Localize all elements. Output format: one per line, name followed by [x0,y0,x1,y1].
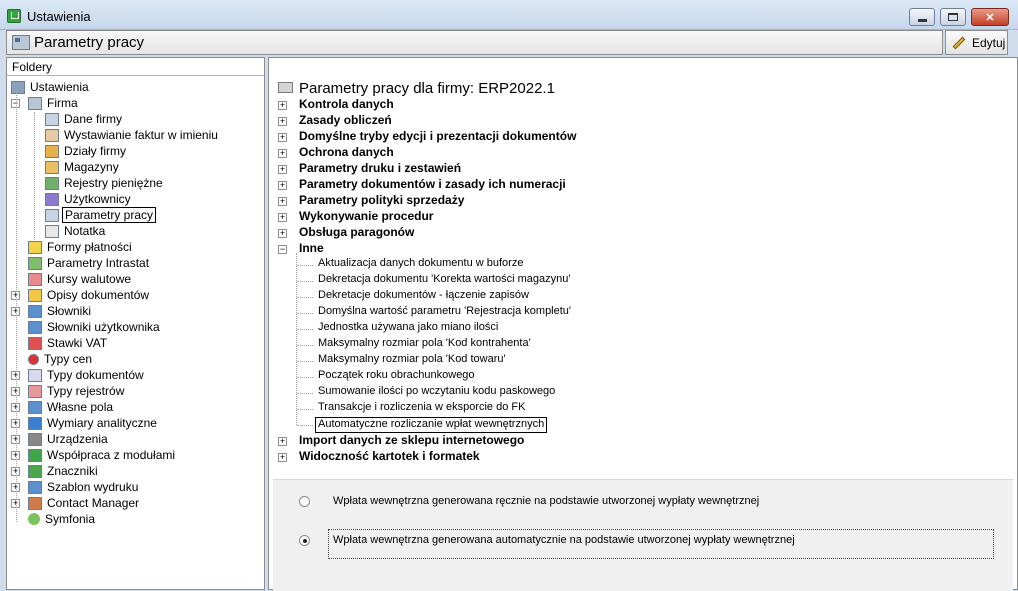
settings-node[interactable]: Widoczność kartotek i formatek [299,449,480,463]
expand-icon[interactable]: + [12,498,19,508]
settings-node[interactable]: Parametry druku i zestawień [299,161,462,175]
settings-page-icon [12,35,30,50]
tree-item-label: Opisy dokumentów [47,288,150,302]
settings-leaf[interactable]: Aktualizacja danych dokumentu w buforze [318,257,524,269]
tree-item-warehouse[interactable] [45,159,121,175]
dimensions-icon [28,417,42,430]
close-button[interactable] [971,8,1009,26]
tree-item-label: Użytkownicy [64,192,131,206]
tree-item-label: Ustawienia [30,80,89,94]
tree-item-label: Parametry pracy [62,207,156,223]
expand-icon[interactable]: + [279,228,286,238]
tree-item-price[interactable] [28,351,94,367]
tree-connector-line [297,425,313,426]
tree-item-dimensions[interactable] [28,415,159,431]
minimize-icon [918,19,927,22]
tree-item-vat[interactable] [28,335,109,351]
price-icon [28,354,39,365]
tree-item-label: Wymiary analityczne [47,416,157,430]
page-header [6,30,943,55]
tree-connector-line [297,281,313,282]
modules-icon [28,449,42,462]
collapse-icon[interactable]: − [12,98,19,108]
tree-item-label: Słowniki użytkownika [47,320,160,334]
users-icon [45,193,59,206]
tree-item-label: Rejestry pieniężne [64,176,163,190]
settings-leaf[interactable]: Dekretacja dokumentu 'Korekta wartości magazynu' [318,273,571,285]
settings-leaf[interactable]: Maksymalny rozmiar pola 'Kod kontrahenta' [318,337,531,349]
tree-item-document[interactable] [28,367,146,383]
settings-node[interactable]: Parametry dokumentów i zasady ich numeracji [299,177,566,191]
minimize-button[interactable] [909,8,935,26]
tree-item-label: Symfonia [45,512,96,526]
tree-connector-line [297,361,313,362]
user-icon [45,129,59,142]
tree-item-label: Typy dokumentów [47,368,144,382]
tree-item-label: Kursy walutowe [47,272,132,286]
expand-icon[interactable]: + [279,148,286,158]
tools-icon [11,81,25,94]
tree-item-printer[interactable] [28,431,110,447]
register-icon [28,385,42,398]
settings-panel [268,57,1018,590]
folders-panel [6,57,265,590]
settings-leaf[interactable]: Domyślna wartość parametru 'Rejestracja kompletu' [318,305,572,317]
template-icon [28,481,42,494]
expand-icon[interactable]: + [12,466,19,476]
maximize-icon [948,13,958,21]
settings-leaf[interactable]: Sumowanie ilości po wczytaniu kodu paskowego [318,385,556,397]
settings-leaf[interactable]: Transakcje i rozliczenia w eksporcie do FK [318,401,526,413]
window-title: Ustawienia [27,9,91,24]
tree-item-label: Urządzenia [47,432,108,446]
settings-tree-title: Parametry pracy dla firmy: ERP2022.1 [299,80,555,97]
settings-leaf[interactable]: Początek roku obrachunkowego [318,369,475,381]
expand-icon[interactable]: + [12,482,19,492]
close-icon: ✕ [985,11,995,24]
tree-item-label: Działy firmy [64,144,126,158]
company-icon [28,97,42,110]
document-icon [28,369,42,382]
tree-item-chart[interactable] [28,271,133,287]
tree-item-label: Notatka [64,224,106,238]
tree-item-contact[interactable] [28,495,141,511]
expand-icon[interactable]: + [12,306,19,316]
warehouse-icon [45,161,59,174]
settings-tree-icon [278,82,293,93]
settings-node[interactable]: Parametry polityki sprzedaży [299,193,465,207]
settings-leaf[interactable]: Dekretacje dokumentów - łączenie zapisów [318,289,529,301]
tree-item-label: Dane firmy [64,112,123,126]
expand-icon[interactable]: + [12,434,19,444]
app-basket-icon [7,9,21,23]
fields-icon [28,401,42,414]
option-label[interactable]: Wpłata wewnętrzna generowana automatycznie na podstawie utworzonej wypłaty wewnętrznej [333,534,795,546]
expand-icon[interactable]: + [12,418,19,428]
tree-item-company-data[interactable] [45,111,124,127]
tree-item-label: Własne pola [47,400,114,414]
tree-item-users[interactable] [45,191,133,207]
tree-item-label: Typy cen [44,352,93,366]
tree-item-label: Współpraca z modułami [47,448,176,462]
tree-connector-line [297,409,313,410]
settings-leaf[interactable]: Maksymalny rozmiar pola 'Kod towaru' [318,353,506,365]
chart-icon [28,273,42,286]
edit-button-label: Edytuj [972,35,1006,50]
tree-item-label: Parametry Intrastat [47,256,150,270]
tree-item-label: Stawki VAT [47,336,108,350]
tree-item-label: Contact Manager [47,496,140,510]
tree-item-register[interactable] [28,383,126,399]
tree-item-intrastat[interactable] [28,255,151,271]
tree-item-folder[interactable] [28,287,151,303]
tree-item-fields[interactable] [28,399,115,415]
tree-connector-line [296,253,297,425]
tree-item-label: Słowniki [47,304,92,318]
dictionary-icon [28,321,42,334]
settings-node[interactable]: Kontrola danych [299,97,394,111]
tags-icon [28,465,42,478]
payment-icon [28,241,42,254]
tree-connector-line [297,329,313,330]
option-radio[interactable] [299,496,310,507]
company-data-icon [45,113,59,126]
tree-item-dictionary[interactable] [28,303,93,319]
collapse-icon[interactable]: − [279,244,286,254]
tree-item-company[interactable] [28,95,80,111]
tree-item-note[interactable] [45,223,107,239]
expand-icon[interactable]: + [12,370,19,380]
tree-item-symfonia[interactable] [28,511,97,527]
expand-icon[interactable]: + [12,290,19,300]
settings-node[interactable]: Ochrona danych [299,145,394,159]
edit-button[interactable] [945,30,1008,55]
settings-node[interactable]: Domyślne tryby edycji i prezentacji dokumentów [299,129,577,143]
option-label[interactable]: Wpłata wewnętrzna generowana ręcznie na podstawie utworzonej wypłaty wewnętrznej [333,495,760,507]
settings-node[interactable]: Wykonywanie procedur [299,209,434,223]
tree-connector-line [297,393,313,394]
tree-item-user[interactable] [45,127,220,143]
options-panel [273,479,1013,591]
tree-item-settings[interactable] [45,207,156,223]
symfonia-icon [28,513,40,525]
expand-icon[interactable]: + [279,116,286,126]
tree-item-house[interactable] [45,143,128,159]
settings-leaf[interactable]: Jednostka używana jako miano ilości [318,321,499,333]
expand-icon[interactable]: + [12,450,19,460]
printer-icon [28,433,42,446]
tree-item-label: Typy rejestrów [47,384,125,398]
settings-node[interactable]: Zasady obliczeń [299,113,392,127]
tree-connector-line [297,265,313,266]
tree-connector-line [297,313,313,314]
settings-leaf[interactable]: Automatyczne rozliczanie wpłat wewnętrznych [315,417,547,433]
note-icon [45,225,59,238]
page-title: Parametry pracy [34,34,145,51]
settings-node[interactable]: Import danych ze sklepu internetowego [299,433,525,447]
expand-icon[interactable]: + [279,100,286,110]
option-radio[interactable] [299,535,310,546]
tree-item-label: Magazyny [64,160,119,174]
house-icon [45,145,59,158]
pencil-icon [953,36,966,49]
settings-tree [269,58,1017,476]
tree-connector-line [297,297,313,298]
tree-item-label: Formy płatności [47,240,132,254]
folders-heading: Foldery [7,58,264,76]
folder-icon [28,289,42,302]
tree-item-label: Znaczniki [47,464,98,478]
dictionary-icon [28,305,42,318]
tree-item-label: Szablon wydruku [47,480,139,494]
tree-item-tools[interactable] [11,79,91,95]
expand-icon[interactable]: + [279,196,286,206]
intrastat-icon [28,257,42,270]
tree-connector-line [16,88,17,522]
expand-icon[interactable]: + [279,132,286,142]
tree-connector-line [34,112,35,240]
tree-item-payment[interactable] [28,239,134,255]
tree-item-modules[interactable] [28,447,177,463]
expand-icon[interactable]: + [279,452,286,462]
tree-item-label: Wystawianie faktur w imieniu [64,128,218,142]
tree-connector-line [297,377,313,378]
tree-item-money[interactable] [45,175,165,191]
expand-icon[interactable]: + [279,436,286,446]
expand-icon[interactable]: + [12,386,19,396]
tree-item-template[interactable] [28,479,140,495]
expand-icon[interactable]: + [12,402,19,412]
maximize-button[interactable] [940,8,966,26]
settings-node[interactable]: Obsługa paragonów [299,225,415,239]
contact-icon [28,497,42,510]
tree-item-label: Firma [47,96,78,110]
tree-item-dictionary[interactable] [28,319,162,335]
tree-item-tags[interactable] [28,463,100,479]
tree-connector-line [297,345,313,346]
money-icon [45,177,59,190]
vat-icon [28,337,42,350]
settings-icon [45,209,59,222]
expand-icon[interactable]: + [279,212,286,222]
settings-node[interactable]: Inne [299,241,324,255]
expand-icon[interactable]: + [279,164,286,174]
title-bar [0,0,1018,30]
expand-icon[interactable]: + [279,180,286,190]
